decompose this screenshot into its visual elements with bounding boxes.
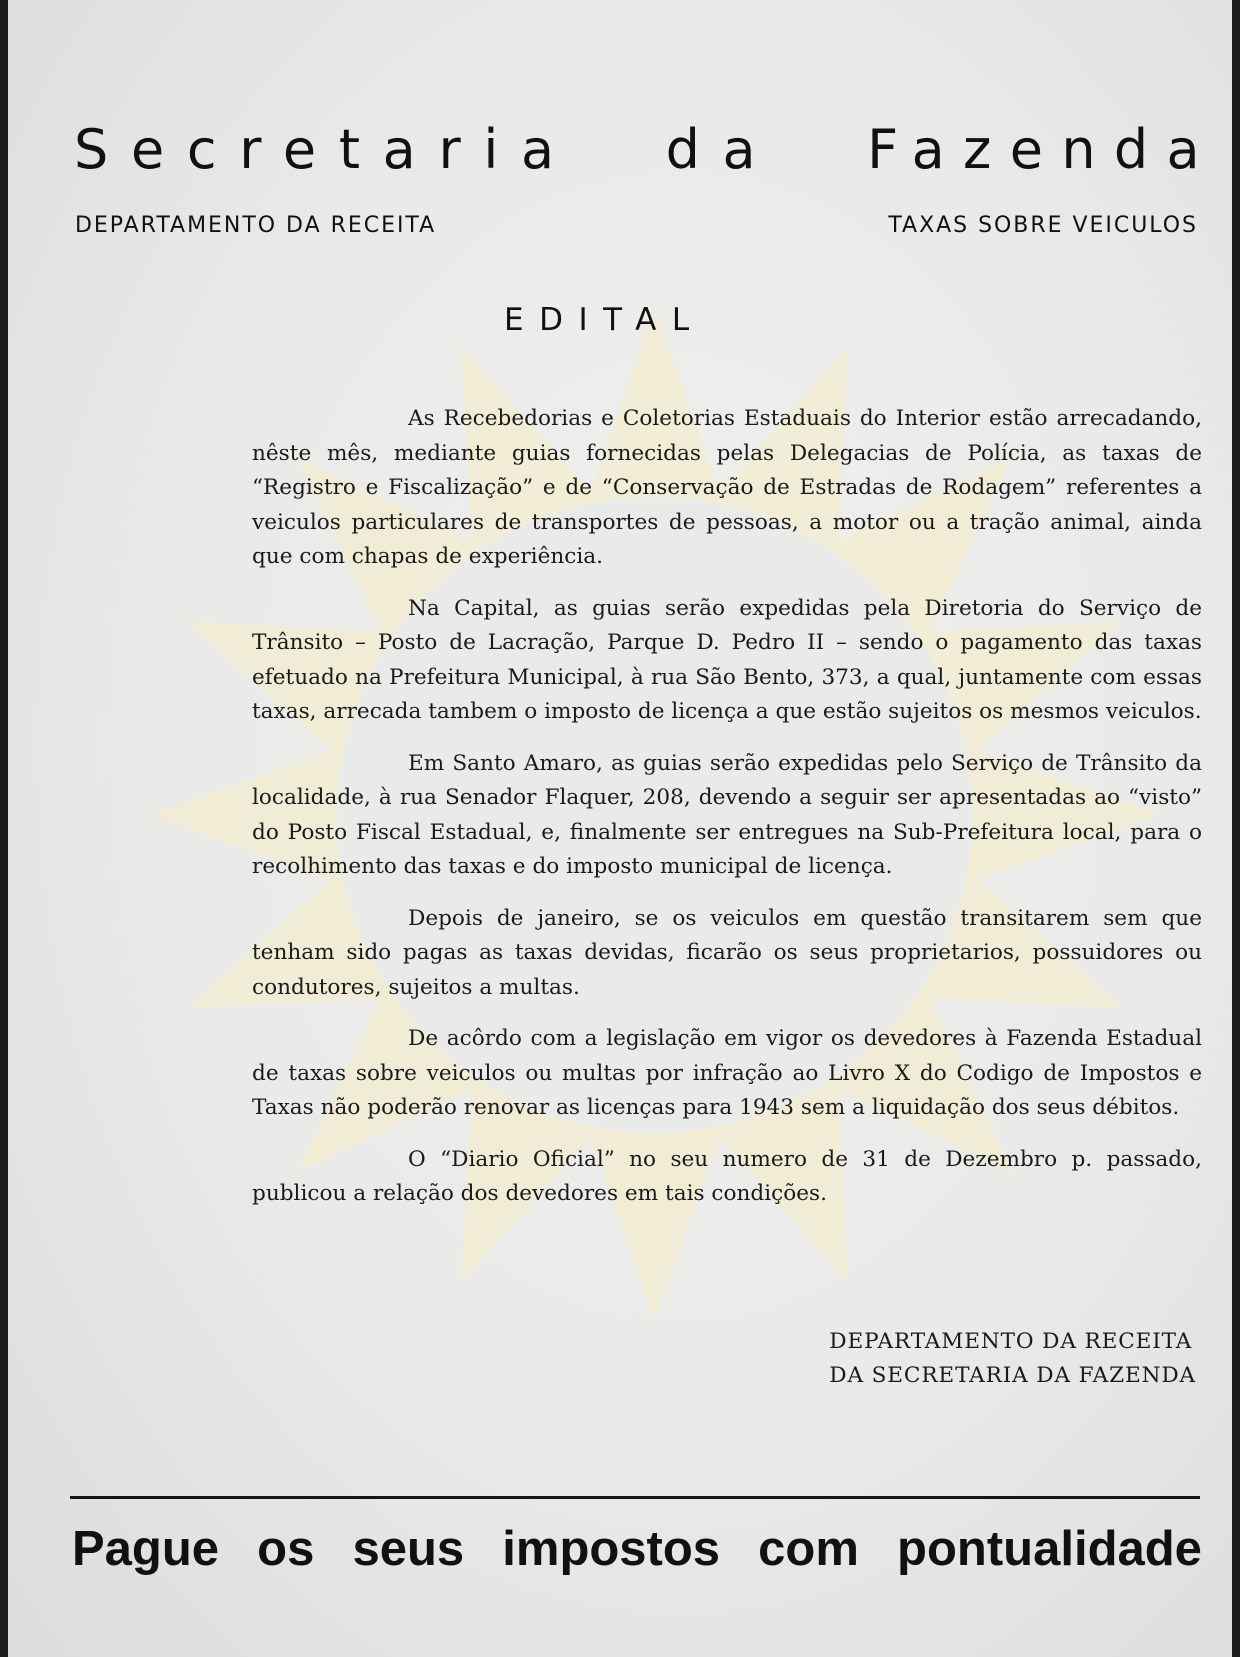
notice-body bbox=[252, 402, 1202, 1229]
notice-paragraph: O “Diario Oficial” no seu numero de 31 de Dezembro p. passado, publicou a relação dos devedores em tais condições. bbox=[252, 1146, 1202, 1206]
notice-paragraph: Em Santo Amaro, as guias serão expedidas pelo Serviço de Trânsito da localidade, à rua Senador Flaquer, 208, devendo a seguir ser apresentadas ao “visto” do Posto Fiscal Estadual, e, finalmente ser entregues na Sub-Prefeitura local, para o recolhimento das taxas e do imposto municipal de licença. bbox=[252, 750, 1202, 879]
notice-paragraph: As Recebedorias e Coletorias Estaduais do Interior estão arrecadando, nêste mês, mediante guias fornecidas pelas Delegacias de Polícia, as taxas de “Registro e Fiscalização” e de “Conservação de Estradas de Rodagem” referentes a veiculos particulares de transportes de pessoas, a motor ou a tração animal, ainda que com chapas de experiência. bbox=[252, 406, 1202, 569]
department-subtitle: DEPARTAMENTO DA RECEITA bbox=[75, 213, 437, 238]
signature-line: DA SECRETARIA DA FAZENDA bbox=[829, 1363, 1196, 1388]
slogan-word: com bbox=[758, 1522, 859, 1576]
slogan-word: Pague bbox=[72, 1522, 220, 1576]
slogan-word: os bbox=[257, 1522, 315, 1576]
header-title bbox=[74, 118, 1218, 182]
signature-block bbox=[829, 1325, 1196, 1393]
title-word: Secretaria bbox=[74, 118, 577, 181]
notice-heading: EDITAL bbox=[504, 302, 705, 338]
title-word: Fazenda bbox=[867, 118, 1218, 181]
footer-divider bbox=[70, 1496, 1200, 1499]
title-word: da bbox=[665, 118, 779, 181]
document-page bbox=[8, 0, 1232, 1657]
notice-paragraph: Depois de janeiro, se os veiculos em questão transitarem sem que tenham sido pagas as taxas devidas, ficarão os seus proprietarios, possuidores ou condutores, sujeitos a multas. bbox=[252, 905, 1202, 1000]
slogan-word: pontualidade bbox=[897, 1522, 1202, 1576]
notice-paragraph: Na Capital, as guias serão expedidas pela Diretoria do Serviço de Trânsito – Posto de Lacração, Parque D. Pedro II – sendo o pagamento das taxas efetuado na Prefeitura Municipal, à rua São Bento, 373, a qual, juntamente com essas taxas, arrecada tambem o imposto de licença a que estão sujeitos os mesmos veiculos. bbox=[252, 595, 1202, 724]
footer-slogan bbox=[72, 1519, 1202, 1579]
slogan-word: impostos bbox=[502, 1522, 721, 1576]
slogan-word: seus bbox=[352, 1522, 465, 1576]
notice-paragraph: De acôrdo com a legislação em vigor os devedores à Fazenda Estadual de taxas sobre veiculos ou multas por infração ao Livro X do Codigo de Impostos e Taxas não poderão renovar as licenças para 1943 sem a liquidação dos seus débitos. bbox=[252, 1026, 1202, 1120]
tax-subtitle: TAXAS SOBRE VEICULOS bbox=[888, 213, 1198, 238]
signature-line: DEPARTAMENTO DA RECEITA bbox=[829, 1329, 1193, 1354]
